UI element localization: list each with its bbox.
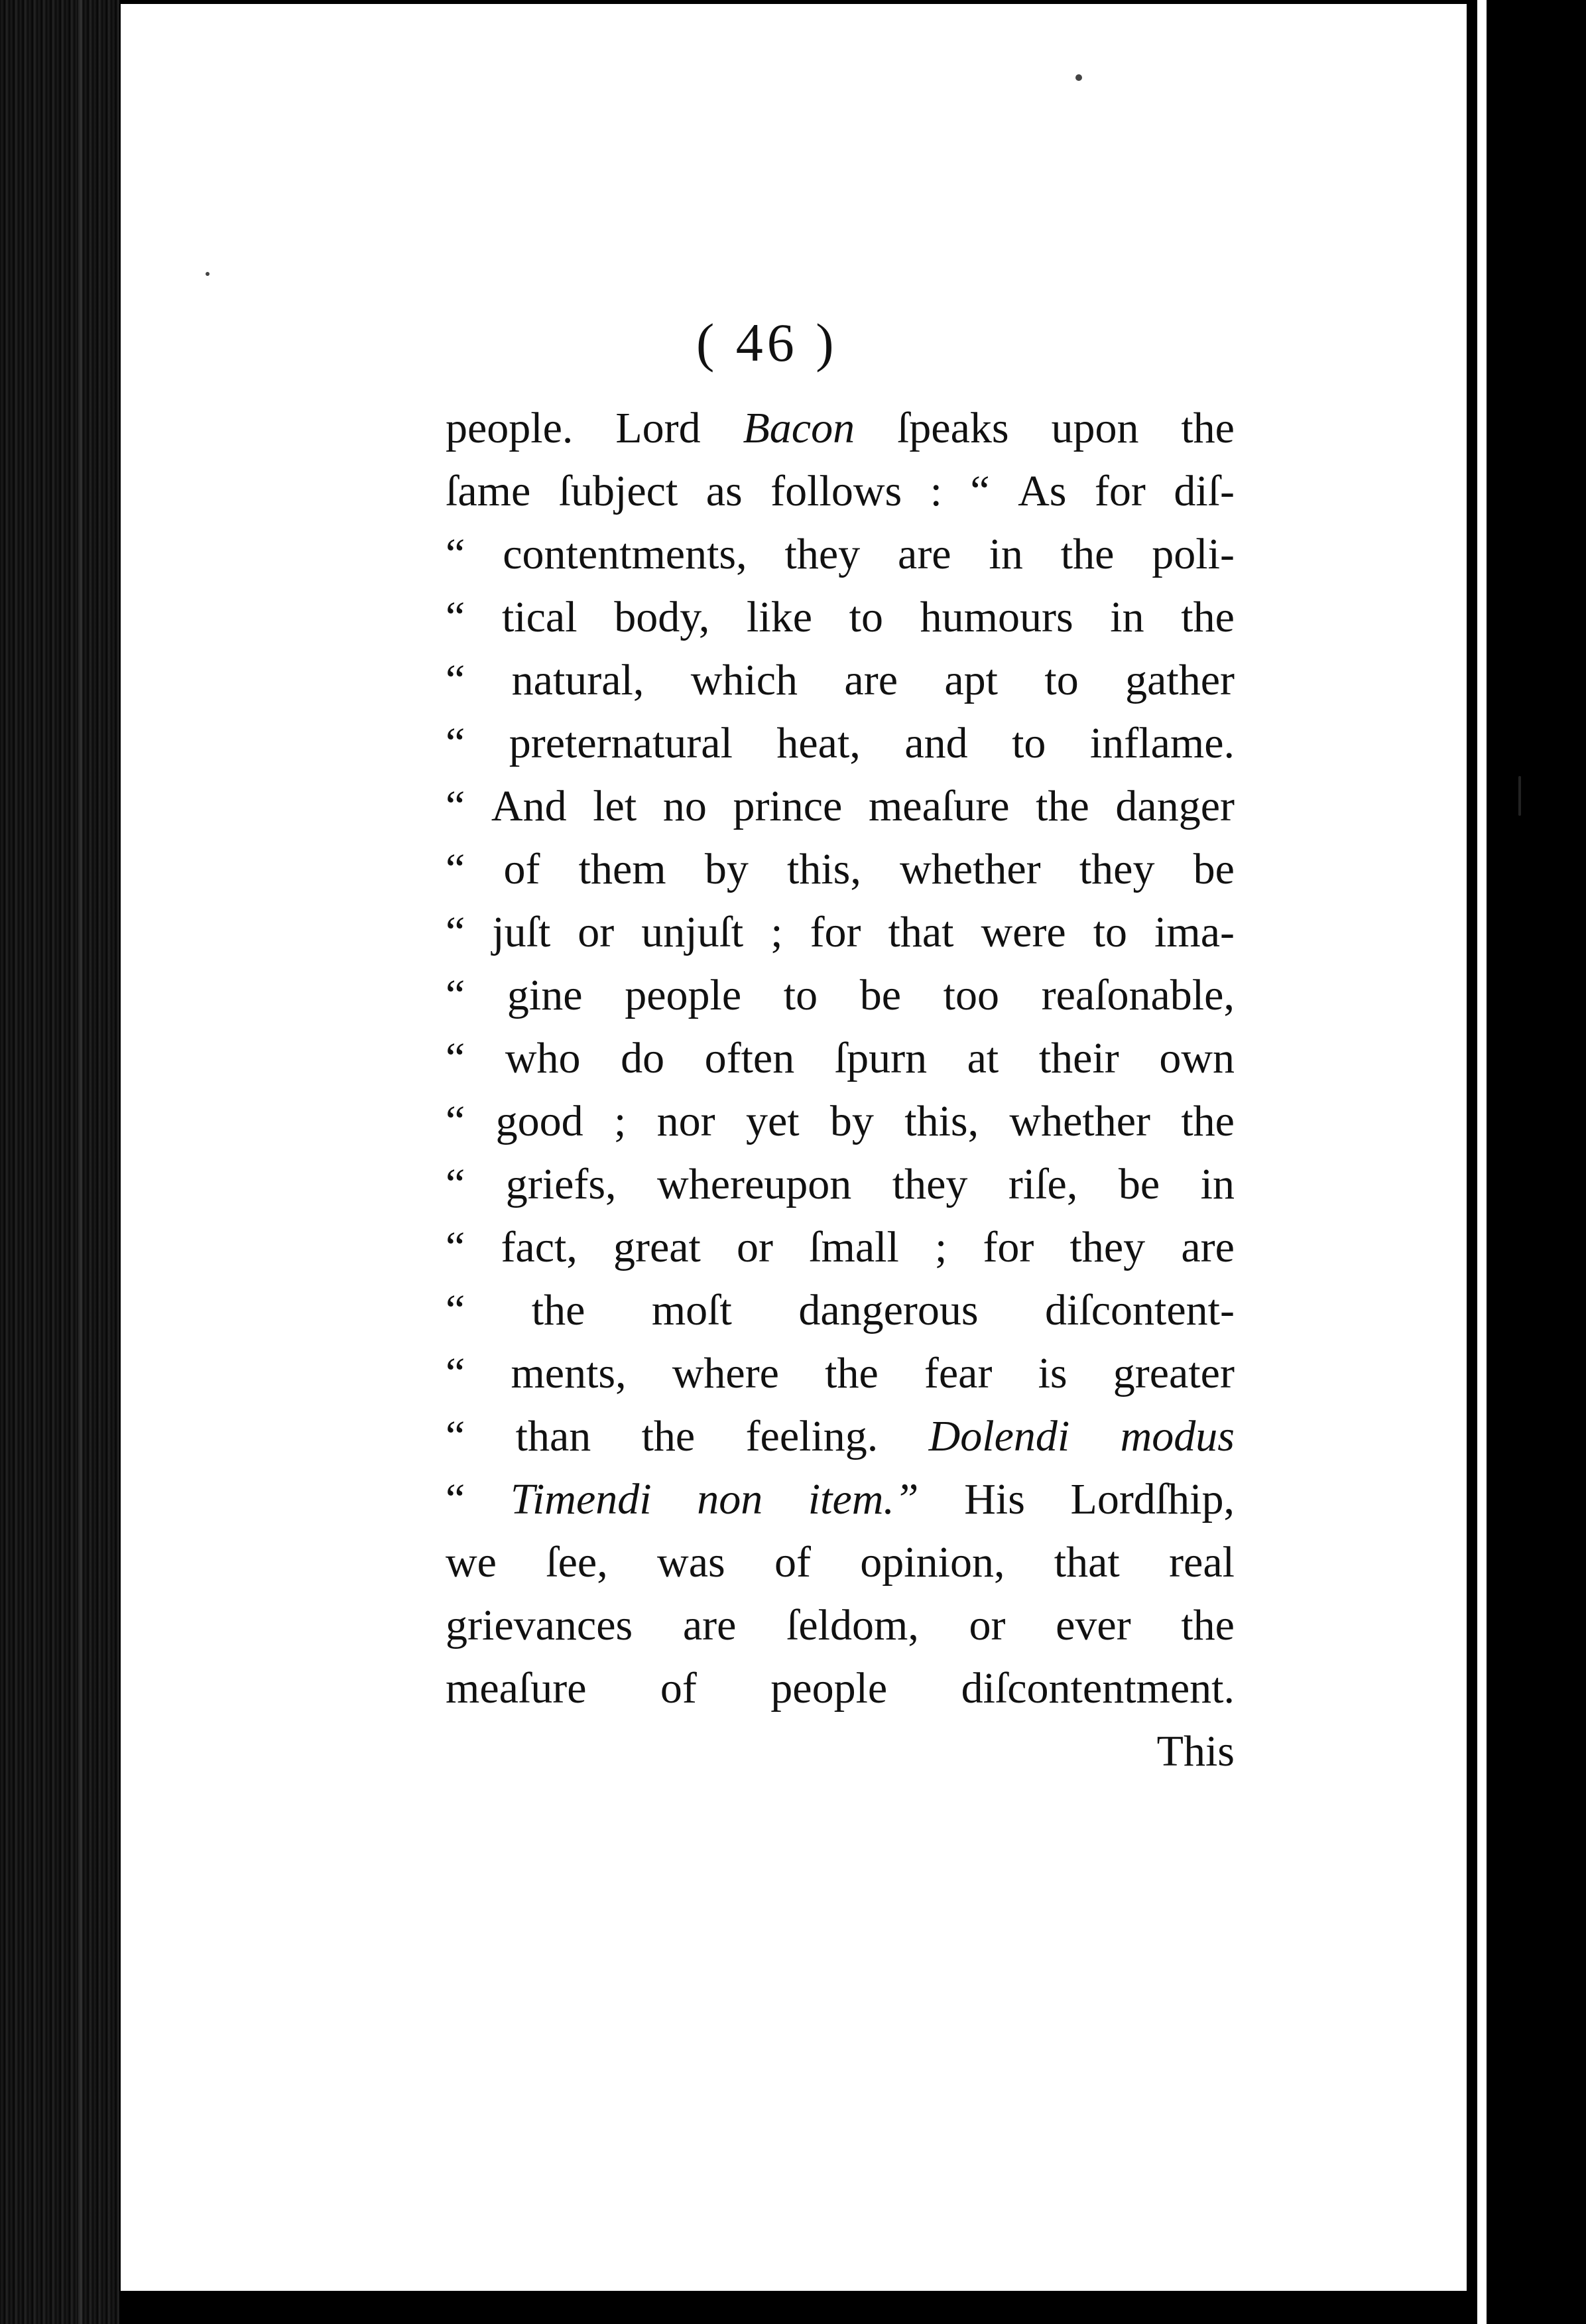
word: where bbox=[672, 1349, 779, 1397]
word: “ bbox=[446, 1034, 465, 1082]
word: ; bbox=[770, 908, 783, 956]
word: ever bbox=[1056, 1601, 1131, 1649]
word: be bbox=[859, 971, 902, 1019]
word: riſe, bbox=[1008, 1160, 1078, 1208]
word: they bbox=[1069, 1223, 1146, 1271]
word: than bbox=[515, 1412, 591, 1460]
word: they bbox=[784, 530, 861, 578]
facing-page-edge bbox=[1477, 0, 1487, 2324]
word: Lord bbox=[615, 404, 701, 452]
text-line bbox=[446, 1216, 1235, 1279]
text-line bbox=[446, 1153, 1235, 1216]
word: And bbox=[491, 782, 567, 830]
dust-speck bbox=[1075, 74, 1082, 81]
word: fear bbox=[924, 1349, 993, 1397]
word: “ bbox=[446, 1349, 465, 1397]
text-line bbox=[446, 1090, 1235, 1153]
word: contentments, bbox=[503, 530, 747, 578]
word: ; bbox=[934, 1223, 947, 1271]
bottom-shadow bbox=[121, 2291, 1467, 2324]
text-line bbox=[446, 397, 1235, 460]
word: the bbox=[1036, 782, 1089, 830]
word: like bbox=[747, 593, 813, 641]
word: meaſure bbox=[446, 1664, 587, 1712]
word: or bbox=[578, 908, 615, 956]
text-line bbox=[446, 1027, 1235, 1090]
word: or bbox=[737, 1223, 774, 1271]
word: ima- bbox=[1154, 908, 1235, 956]
word: ments, bbox=[511, 1349, 627, 1397]
word: “ bbox=[446, 593, 465, 641]
word: opinion, bbox=[860, 1538, 1005, 1586]
word: meaſure bbox=[868, 782, 1010, 830]
catchword: This bbox=[1156, 1727, 1235, 1775]
body-text bbox=[446, 397, 1235, 1783]
word: grievances bbox=[446, 1601, 633, 1649]
word: prince bbox=[733, 782, 843, 830]
word: they bbox=[1079, 845, 1155, 893]
word: often bbox=[704, 1034, 795, 1082]
word: as bbox=[705, 467, 743, 515]
word: Lordſhip, bbox=[1070, 1475, 1235, 1523]
word: ſmall bbox=[809, 1223, 899, 1271]
word: Timendi bbox=[510, 1475, 652, 1523]
word: “ bbox=[446, 719, 465, 767]
word: ſeldom, bbox=[786, 1601, 919, 1649]
word: too bbox=[943, 971, 999, 1019]
word: are bbox=[1181, 1223, 1235, 1271]
word: were bbox=[981, 908, 1066, 956]
word: the bbox=[1181, 1097, 1235, 1145]
word: preternatural bbox=[509, 719, 733, 767]
word: let bbox=[593, 782, 637, 830]
word: Bacon bbox=[743, 404, 855, 452]
word: the bbox=[1181, 593, 1235, 641]
word: that bbox=[888, 908, 954, 956]
word: this, bbox=[787, 845, 861, 893]
word: tical bbox=[501, 593, 578, 641]
word: whereupon bbox=[657, 1160, 852, 1208]
word: the bbox=[825, 1349, 879, 1397]
text-line bbox=[446, 1405, 1235, 1468]
word: to bbox=[849, 593, 883, 641]
word: that bbox=[1054, 1538, 1120, 1586]
word: are bbox=[898, 530, 951, 578]
word: for bbox=[1094, 467, 1146, 515]
word: ſpeaks bbox=[896, 404, 1009, 452]
word: is bbox=[1038, 1349, 1068, 1397]
word: humours bbox=[920, 593, 1073, 641]
word: “ bbox=[446, 1160, 465, 1208]
text-line bbox=[446, 964, 1235, 1027]
word: ſpurn bbox=[834, 1034, 928, 1082]
word: “ bbox=[446, 1286, 465, 1334]
word: inflame. bbox=[1089, 719, 1235, 767]
word: ; bbox=[613, 1097, 627, 1145]
word: this, bbox=[904, 1097, 979, 1145]
page-number-header: ( 46 ) bbox=[696, 312, 838, 373]
word: “ bbox=[446, 845, 465, 893]
word: dangerous bbox=[798, 1286, 979, 1334]
word: of bbox=[774, 1538, 811, 1586]
word: As bbox=[1018, 467, 1067, 515]
word: their bbox=[1038, 1034, 1119, 1082]
word: we bbox=[446, 1538, 497, 1586]
word: apt bbox=[944, 656, 998, 704]
word: natural, bbox=[511, 656, 644, 704]
word: at bbox=[967, 1034, 999, 1082]
catchword-line bbox=[446, 1720, 1235, 1783]
word: which bbox=[690, 656, 798, 704]
word: whether bbox=[900, 845, 1041, 893]
word: are bbox=[844, 656, 898, 704]
text-line bbox=[446, 1531, 1235, 1594]
text-line bbox=[446, 775, 1235, 838]
word: be bbox=[1193, 845, 1235, 893]
word: modus bbox=[1120, 1412, 1235, 1460]
text-line bbox=[446, 1468, 1235, 1531]
word: was bbox=[657, 1538, 725, 1586]
word: and bbox=[904, 719, 968, 767]
word: yet bbox=[745, 1097, 800, 1145]
word: His bbox=[964, 1475, 1025, 1523]
word: to bbox=[1044, 656, 1079, 704]
word: in bbox=[1110, 593, 1144, 641]
word: good bbox=[495, 1097, 583, 1145]
word: in bbox=[1200, 1160, 1235, 1208]
word: people bbox=[770, 1664, 888, 1712]
word: to bbox=[1093, 908, 1128, 956]
word: griefs, bbox=[505, 1160, 617, 1208]
word: “ bbox=[446, 1223, 465, 1271]
word: “ bbox=[446, 908, 465, 956]
word: diſcontentment. bbox=[961, 1664, 1235, 1712]
word: for bbox=[983, 1223, 1034, 1271]
word: real bbox=[1169, 1538, 1235, 1586]
word: upon bbox=[1051, 404, 1139, 452]
text-line bbox=[446, 901, 1235, 964]
word: “ bbox=[446, 1475, 465, 1523]
word: the bbox=[1181, 1601, 1235, 1649]
word: gine bbox=[507, 971, 583, 1019]
word: feeling. bbox=[745, 1412, 879, 1460]
word: are bbox=[682, 1601, 737, 1649]
text-line bbox=[446, 586, 1235, 649]
word: people bbox=[625, 971, 742, 1019]
word: “ bbox=[446, 530, 465, 578]
word: Dolendi bbox=[928, 1412, 1070, 1460]
word: of bbox=[660, 1664, 697, 1712]
dust-speck bbox=[1518, 776, 1521, 816]
word: by bbox=[704, 845, 749, 893]
word: fact, bbox=[501, 1223, 578, 1271]
spine-highlight bbox=[78, 0, 82, 2324]
word: ſubject bbox=[558, 467, 678, 515]
word: ſee, bbox=[546, 1538, 608, 1586]
word: “ bbox=[446, 656, 465, 704]
word: poli- bbox=[1152, 530, 1235, 578]
word: whether bbox=[1009, 1097, 1150, 1145]
text-line bbox=[446, 712, 1235, 775]
word: heat, bbox=[776, 719, 861, 767]
word: “ bbox=[446, 971, 465, 1019]
word: of bbox=[503, 845, 540, 893]
word: by bbox=[829, 1097, 874, 1145]
text-line bbox=[446, 838, 1235, 901]
word: the bbox=[641, 1412, 696, 1460]
word: gather bbox=[1125, 656, 1235, 704]
word: “ bbox=[970, 467, 990, 515]
word: diſ- bbox=[1174, 467, 1235, 515]
word: danger bbox=[1115, 782, 1235, 830]
word: greater bbox=[1113, 1349, 1235, 1397]
word: body, bbox=[614, 593, 710, 641]
word: the bbox=[1060, 530, 1115, 578]
word: diſcontent- bbox=[1045, 1286, 1235, 1334]
text-line bbox=[446, 1342, 1235, 1405]
word: “ bbox=[446, 1412, 465, 1460]
word: to bbox=[1012, 719, 1046, 767]
word: the bbox=[531, 1286, 585, 1334]
word: them bbox=[578, 845, 666, 893]
word: be bbox=[1118, 1160, 1160, 1208]
word: or bbox=[969, 1601, 1006, 1649]
text-line bbox=[446, 1279, 1235, 1342]
dust-speck bbox=[206, 272, 210, 276]
text-line bbox=[446, 1594, 1235, 1657]
text-line bbox=[446, 460, 1235, 523]
word: non bbox=[697, 1475, 763, 1523]
word: to bbox=[783, 971, 818, 1019]
word: juſt bbox=[492, 908, 551, 956]
word: the bbox=[1181, 404, 1235, 452]
word: they bbox=[892, 1160, 968, 1208]
text-line bbox=[446, 523, 1235, 586]
word: reaſonable, bbox=[1041, 971, 1235, 1019]
word: great bbox=[613, 1223, 701, 1271]
text-line bbox=[446, 1657, 1235, 1720]
word: who bbox=[505, 1034, 581, 1082]
word: people. bbox=[446, 404, 574, 452]
word: follows bbox=[770, 467, 902, 515]
word: “ bbox=[446, 782, 465, 830]
word: no bbox=[662, 782, 707, 830]
word: : bbox=[930, 467, 942, 515]
word: do bbox=[621, 1034, 665, 1082]
text-line bbox=[446, 649, 1235, 712]
word: own bbox=[1159, 1034, 1235, 1082]
word: nor bbox=[656, 1097, 715, 1145]
word: ſame bbox=[446, 467, 531, 515]
book-spine bbox=[0, 0, 119, 2324]
word: in bbox=[989, 530, 1023, 578]
word: for bbox=[810, 908, 861, 956]
word: moſt bbox=[651, 1286, 732, 1334]
word: item.” bbox=[808, 1475, 919, 1523]
word: “ bbox=[446, 1097, 465, 1145]
word: unjuſt bbox=[641, 908, 744, 956]
